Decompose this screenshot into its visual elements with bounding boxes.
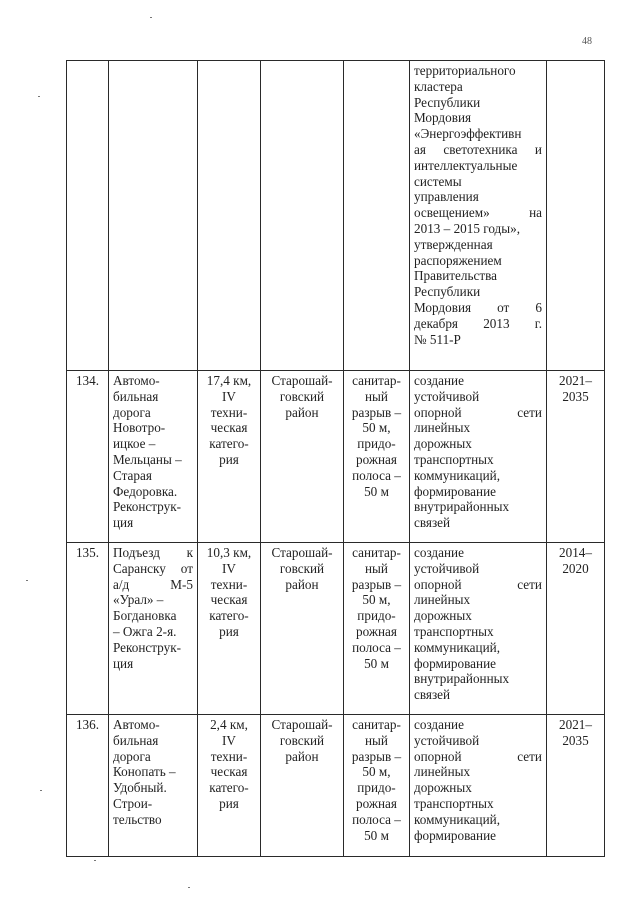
cell-district xyxy=(261,715,344,857)
text-line: дорожных xyxy=(414,780,472,796)
text-line: придо- xyxy=(357,436,396,452)
text-line: Реконструк- xyxy=(113,639,181,655)
text-line: 17,4 км, xyxy=(206,373,252,388)
text-line: связей xyxy=(414,515,451,531)
text-line: техни- xyxy=(210,576,248,592)
text-line: 50 м, xyxy=(362,592,391,608)
text-line: техни- xyxy=(210,748,248,764)
text-line: IV xyxy=(222,732,236,748)
cell-zone xyxy=(344,543,410,715)
text-line: формирование xyxy=(414,483,496,499)
text-line: дорожных xyxy=(414,436,472,452)
text-line: IV xyxy=(222,388,236,404)
cell-district xyxy=(261,371,344,543)
text-line: Строи- xyxy=(113,795,153,811)
text-line: Правительства xyxy=(414,268,497,284)
text-line: 50 м, xyxy=(362,420,391,436)
text-line: коммуникаций, xyxy=(414,811,501,827)
text-line: полоса – xyxy=(352,811,401,827)
text-line: внутрирайонных xyxy=(414,499,510,515)
roads-table xyxy=(66,60,605,857)
cell-zone xyxy=(344,371,410,543)
text-line: освещением» на xyxy=(414,205,542,221)
text-line: Конопать – xyxy=(113,764,176,780)
cell-years xyxy=(547,715,605,857)
text-line: 50 м xyxy=(364,827,389,843)
text-line: говский xyxy=(279,732,325,748)
text-line: Новотро- xyxy=(113,420,166,436)
scan-speck xyxy=(188,887,190,888)
text-line: катего- xyxy=(209,608,249,624)
cell-purpose xyxy=(410,61,547,371)
text-line: – Ожга 2-я. xyxy=(113,623,177,639)
row-number: 136. xyxy=(75,717,100,732)
cell-num xyxy=(67,543,109,715)
scan-speck xyxy=(26,580,28,581)
text-line: ческая xyxy=(210,592,248,608)
text-line: дорожных xyxy=(414,608,472,624)
text-line: системы xyxy=(414,173,462,189)
text-line: катего- xyxy=(209,780,249,796)
text-line: территориального xyxy=(414,63,516,78)
text-line: IV xyxy=(222,560,236,576)
text-line: дорога xyxy=(113,404,151,420)
text-line: устойчивой xyxy=(414,732,480,748)
text-line: транспортных xyxy=(414,795,494,811)
text-line: ческая xyxy=(210,420,248,436)
text-line: придо- xyxy=(357,780,396,796)
text-line: Мордовия от 6 xyxy=(414,299,542,315)
text-line: Автомо- xyxy=(113,373,160,388)
text-line: создание xyxy=(414,545,464,560)
text-line: Реконструк- xyxy=(113,499,181,515)
table-row xyxy=(67,371,605,543)
text-line: Старошай- xyxy=(271,545,333,560)
text-line: 2013 – 2015 годы», xyxy=(414,220,520,236)
text-line: 10,3 км, xyxy=(206,545,252,560)
text-line: ицкое – xyxy=(113,436,156,452)
text-line: Подъезд к xyxy=(113,545,193,560)
cell-zone xyxy=(344,715,410,857)
text-line: рожная xyxy=(356,451,397,467)
text-line: ая светотехника и xyxy=(414,141,542,157)
scan-speck xyxy=(150,17,152,18)
text-line: «Энергоэффективн xyxy=(414,126,522,142)
text-line: связей xyxy=(414,687,451,703)
text-line: санитар- xyxy=(352,545,401,560)
text-line: опорной сети xyxy=(414,748,542,764)
text-line: 2020 xyxy=(562,560,589,576)
text-line: транспортных xyxy=(414,623,494,639)
text-line: Республики xyxy=(414,284,481,300)
text-line: 2021– xyxy=(559,717,592,732)
text-line: Мельцаны – xyxy=(113,451,182,467)
cell-zone xyxy=(344,61,410,371)
text-line: «Урал» – xyxy=(113,592,164,608)
text-line: катего- xyxy=(209,436,249,452)
cell-purpose xyxy=(410,715,547,857)
cell-years xyxy=(547,543,605,715)
cell-length xyxy=(198,543,261,715)
text-line: распоряжением xyxy=(414,252,502,268)
text-line: устойчивой xyxy=(414,560,480,576)
text-line: рожная xyxy=(356,623,397,639)
text-line: придо- xyxy=(357,608,396,624)
text-line: линейных xyxy=(414,420,471,436)
text-line: Старошай- xyxy=(271,717,333,732)
text-line: утвержденная xyxy=(414,236,493,252)
table-row xyxy=(67,543,605,715)
text-line: рожная xyxy=(356,795,397,811)
text-line: говский xyxy=(279,560,325,576)
text-line: Федоровка. xyxy=(113,483,178,499)
text-line: дорога xyxy=(113,748,151,764)
text-line: Старая xyxy=(113,467,152,483)
table-row xyxy=(67,715,605,857)
text-line: разрыв – xyxy=(351,576,402,592)
text-line: Мордовия xyxy=(414,110,472,126)
text-line: создание xyxy=(414,717,464,732)
cell-length xyxy=(198,371,261,543)
text-line: ческая xyxy=(210,764,248,780)
text-line: рия xyxy=(219,623,239,639)
text-line: тельство xyxy=(113,811,162,827)
text-line: полоса – xyxy=(352,467,401,483)
text-line: санитар- xyxy=(352,717,401,732)
text-line: 2,4 км, xyxy=(210,717,248,732)
text-line: Старошай- xyxy=(271,373,333,388)
text-line: управления xyxy=(414,189,479,205)
text-line: формирование xyxy=(414,827,496,843)
text-line: № 511-Р xyxy=(414,331,461,347)
text-line: район xyxy=(285,748,319,764)
row-number: 134. xyxy=(75,373,100,388)
text-line: 50 м, xyxy=(362,764,391,780)
text-line: 2035 xyxy=(562,388,589,404)
text-line: 2021– xyxy=(559,373,592,388)
cell-num xyxy=(67,715,109,857)
text-line: рия xyxy=(219,451,239,467)
cell-purpose xyxy=(410,371,547,543)
text-line: опорной сети xyxy=(414,576,542,592)
text-line: бильная xyxy=(113,388,159,404)
text-line: коммуникаций, xyxy=(414,639,501,655)
text-line: внутрирайонных xyxy=(414,671,510,687)
text-line: 50 м xyxy=(364,483,389,499)
text-line: 2035 xyxy=(562,732,589,748)
cell-name xyxy=(109,543,198,715)
cell-name xyxy=(109,371,198,543)
text-line: ция xyxy=(113,655,134,671)
text-line: кластера xyxy=(414,78,463,94)
text-line: интеллектуальные xyxy=(414,157,518,173)
cell-years xyxy=(547,371,605,543)
text-line: ный xyxy=(365,560,388,576)
row-number: 135. xyxy=(75,545,100,560)
text-line: линейных xyxy=(414,764,471,780)
cell-name xyxy=(109,61,198,371)
text-line: Удобный. xyxy=(113,780,167,796)
text-line: опорной сети xyxy=(414,404,542,420)
continuation-row xyxy=(67,61,605,371)
text-line: рия xyxy=(219,795,239,811)
text-line: 50 м xyxy=(364,655,389,671)
text-line: Саранску от xyxy=(113,560,193,576)
text-line: район xyxy=(285,576,319,592)
cell-length xyxy=(198,61,261,371)
text-line: а/д М-5 xyxy=(113,576,193,592)
text-line: ция xyxy=(113,515,134,531)
text-line: Богдановка xyxy=(113,608,177,624)
cell-length xyxy=(198,715,261,857)
scan-speck xyxy=(40,790,42,791)
cell-name xyxy=(109,715,198,857)
text-line: линейных xyxy=(414,592,471,608)
text-line: создание xyxy=(414,373,464,388)
text-line: разрыв – xyxy=(351,404,402,420)
cell-num xyxy=(67,371,109,543)
text-line: говский xyxy=(279,388,325,404)
text-line: район xyxy=(285,404,319,420)
text-line: полоса – xyxy=(352,639,401,655)
text-line: Автомо- xyxy=(113,717,160,732)
text-line: декабря 2013 г. xyxy=(414,315,542,331)
text-line: бильная xyxy=(113,732,159,748)
text-line: техни- xyxy=(210,404,248,420)
scan-speck xyxy=(38,96,40,97)
text-line: разрыв – xyxy=(351,748,402,764)
cell-purpose xyxy=(410,543,547,715)
text-line: 2014– xyxy=(559,545,592,560)
cell-district xyxy=(261,543,344,715)
cell-num xyxy=(67,61,109,371)
text-line: ный xyxy=(365,732,388,748)
text-line: формирование xyxy=(414,655,496,671)
text-line: коммуникаций, xyxy=(414,467,501,483)
text-line: ный xyxy=(365,388,388,404)
text-line: санитар- xyxy=(352,373,401,388)
page-number: 48 xyxy=(582,36,592,47)
cell-years xyxy=(547,61,605,371)
text-line: транспортных xyxy=(414,451,494,467)
text-line: Республики xyxy=(414,94,481,110)
text-line: устойчивой xyxy=(414,388,480,404)
cell-district xyxy=(261,61,344,371)
scan-speck xyxy=(94,860,96,861)
